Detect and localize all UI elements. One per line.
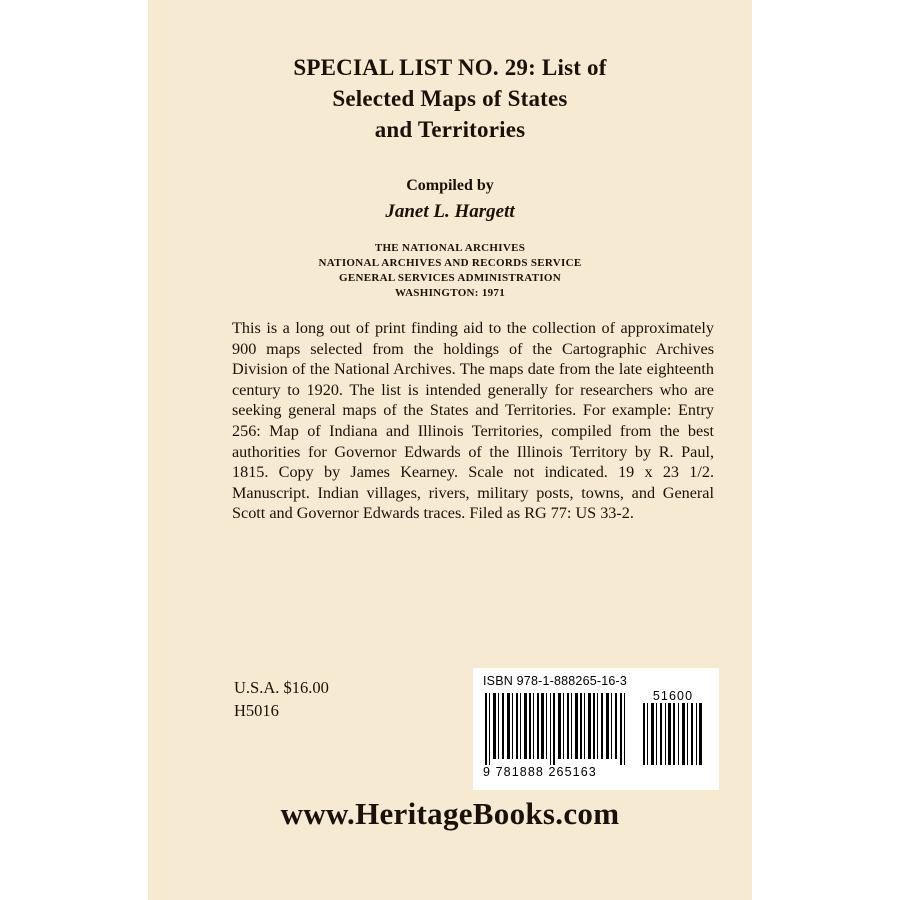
item-code-line: H5016 xyxy=(234,701,279,720)
imprint-line-4: WASHINGTON: 1971 xyxy=(394,287,506,299)
imprint-block xyxy=(200,241,700,301)
barcode-digits: 9 781888 265163 xyxy=(483,765,597,779)
price-line: U.S.A. $16.00 xyxy=(234,678,329,697)
barcode-ean13-icon xyxy=(483,693,629,765)
barcode-addon-icon xyxy=(642,703,704,765)
description-paragraph: This is a long out of print finding aid to the collection of approximately 900 maps selected from the holdings of the Cartographic Archives Division of the National Archives. The maps date from the late eighteenth century to 1920. The list is intended generally for researchers who are seeking general maps of the States and Territories. For example: Entry 256: Map of Indiana and Illinois Territories, compiled from the best authorities for Governor Edwards of the Illinois Territory by R. Paul, 1815. Copy by James Kearney. Scale not indicated. 19 x 23 1/2. Manuscript. Indian villages, rivers, military posts, towns, and General Scott and Governor Edwards traces. Filed as RG 77: US 33-2. xyxy=(232,319,714,523)
barcode-panel xyxy=(473,668,719,790)
compiler-name: Janet L. Hargett xyxy=(385,201,515,222)
imprint-line-2: NATIONAL ARCHIVES AND RECORDS SERVICE xyxy=(318,257,582,269)
book-back-cover xyxy=(148,0,752,900)
title-line-3: and Territories xyxy=(374,117,526,142)
isbn-label: ISBN 978-1-888265-16-3 xyxy=(483,674,628,688)
barcode-addon-digits: 51600 xyxy=(652,689,694,703)
imprint-line-3: GENERAL SERVICES ADMINISTRATION xyxy=(338,272,562,284)
title-block xyxy=(200,52,700,145)
website-url[interactable]: www.HeritageBooks.com xyxy=(280,796,620,831)
title-line-2: Selected Maps of States xyxy=(332,86,568,111)
title-line-1: SPECIAL LIST NO. 29: List of xyxy=(293,55,607,80)
compiled-by-label: Compiled by xyxy=(406,177,494,194)
credit-block xyxy=(200,175,700,225)
imprint-line-1: THE NATIONAL ARCHIVES xyxy=(374,242,526,254)
price-block xyxy=(234,676,329,722)
